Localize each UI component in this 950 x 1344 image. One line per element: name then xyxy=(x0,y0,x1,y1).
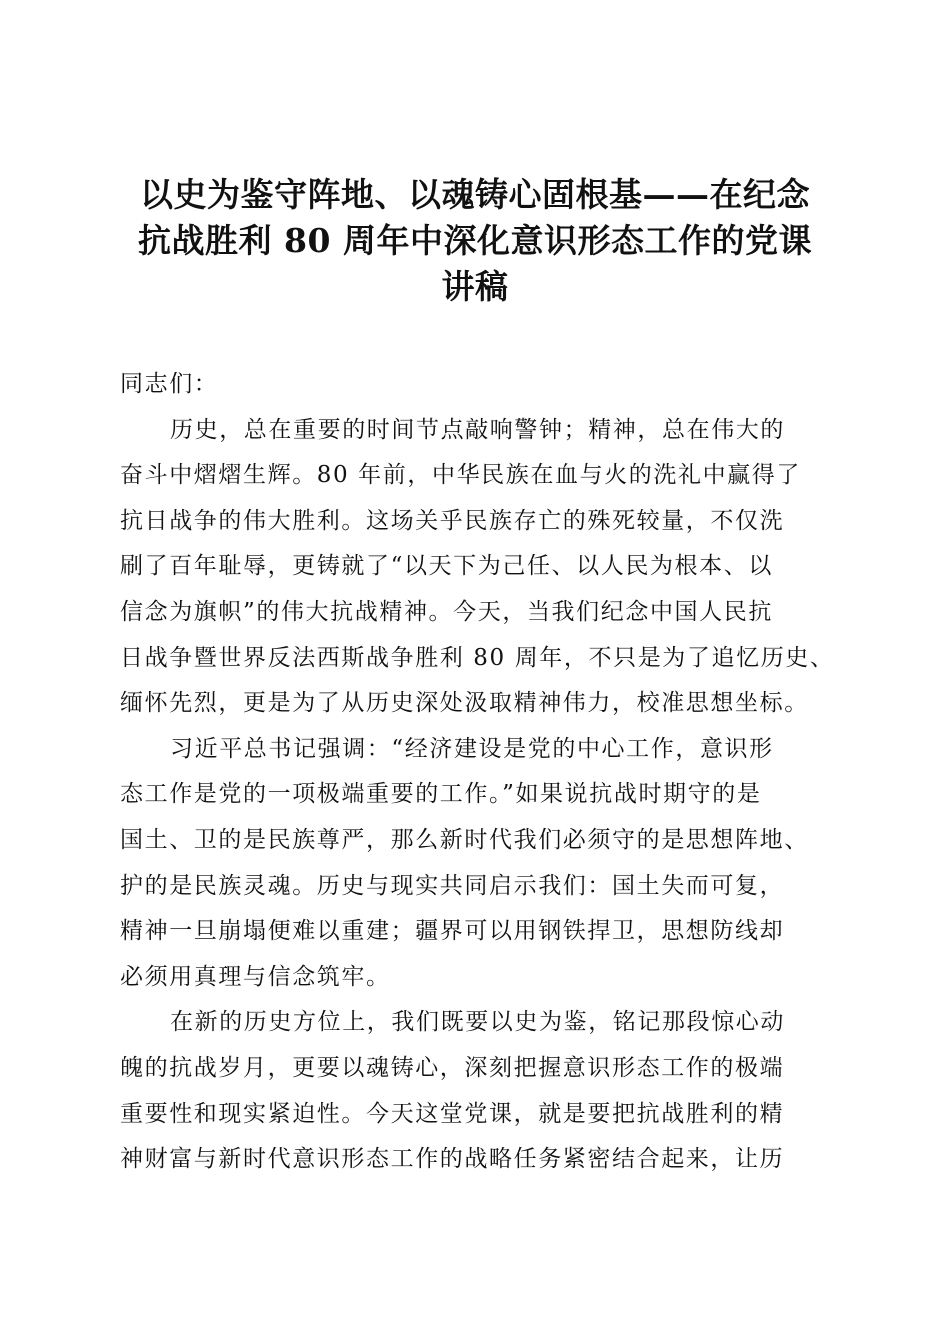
text-line: 奋斗中熠熠生辉。80 年前，中华民族在血与火的洗礼中赢得了 xyxy=(120,462,801,489)
title-line: 以史为鉴守阵地、以魂铸心固根基——在纪念 xyxy=(140,175,810,214)
text-line: 重要性和现实紧迫性。今天这堂党课，就是要把抗战胜利的精 xyxy=(120,1100,785,1127)
text-line: 护的是民族灵魂。历史与现实共同启示我们：国土失而可复， xyxy=(120,872,785,899)
text-line: 习近平总书记强调：“经济建设是党的中心工作，意识形 xyxy=(170,735,774,762)
text-line: 抗日战争的伟大胜利。这场关乎民族存亡的殊死较量，不仅洗 xyxy=(120,507,785,534)
text-line: 态工作是党的一项极端重要的工作。”如果说抗战时期守的是 xyxy=(120,781,762,808)
document-title xyxy=(110,172,840,310)
text-line: 刷了百年耻辱，更铸就了“以天下为己任、以人民为根本、以 xyxy=(120,553,773,580)
salutation: 同志们： xyxy=(120,371,219,397)
text-line: 在新的历史方位上，我们既要以史为鉴，铭记那段惊心动 xyxy=(170,1009,785,1036)
text-line: 精神一旦崩塌便难以重建；疆界可以用钢铁捍卫，思想防线却 xyxy=(120,918,785,945)
text-line: 缅怀先烈，更是为了从历史深处汲取精神伟力，校准思想坐标。 xyxy=(120,690,809,717)
text-line: 日战争暨世界反法西斯战争胜利 80 周年，不只是为了追忆历史、 xyxy=(120,644,835,671)
paragraph-1 xyxy=(120,408,835,727)
paragraph-2 xyxy=(120,727,832,1001)
text-line: 国土、卫的是民族尊严，那么新时代我们必须守的是思想阵地、 xyxy=(120,826,809,853)
text-line: 神财富与新时代意识形态工作的战略任务紧密结合起来，让历 xyxy=(120,1146,785,1173)
title-line: 抗战胜利 80 周年中深化意识形态工作的党课 xyxy=(138,221,812,260)
text-line: 历史，总在重要的时间节点敲响警钟；精神，总在伟大的 xyxy=(170,416,785,443)
title-line: 讲稿 xyxy=(441,267,509,306)
text-line: 必须用真理与信念筑牢。 xyxy=(120,963,391,990)
paragraph-3 xyxy=(120,1000,832,1182)
text-line: 信念为旗帜”的伟大抗战精神。今天，当我们纪念中国人民抗 xyxy=(120,598,773,625)
document-body xyxy=(120,362,835,1183)
text-line: 魄的抗战岁月，更要以魂铸心，深刻把握意识形态工作的极端 xyxy=(120,1054,785,1081)
